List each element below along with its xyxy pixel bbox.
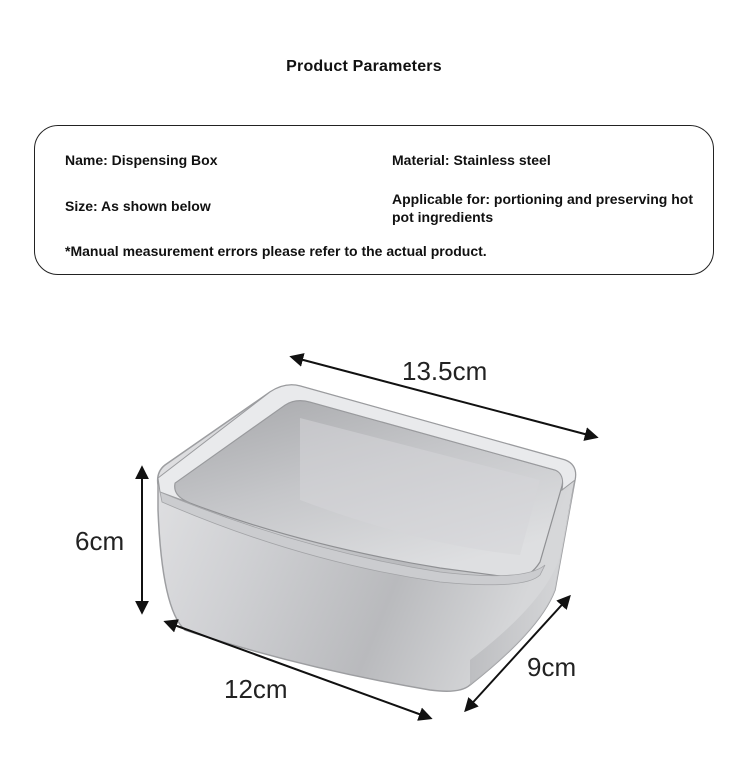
- height-label: 6cm: [75, 526, 125, 556]
- parameters-panel: [34, 125, 714, 275]
- width-label: 12cm: [224, 674, 288, 704]
- depth-label: 9cm: [527, 652, 577, 682]
- length-label: 13.5cm: [402, 356, 488, 386]
- param-applicable: Applicable for: portioning and preserving hot pot ingredients: [392, 191, 694, 225]
- measurement-note: *Manual measurement errors please refer to the actual product.: [65, 243, 487, 259]
- box-body: [158, 385, 576, 691]
- param-name: Name: Dispensing Box: [65, 152, 218, 168]
- product-illustration: [0, 300, 750, 778]
- param-size: Size: As shown below: [65, 198, 211, 214]
- page-title: Product Parameters: [286, 58, 442, 75]
- param-material: Material: Stainless steel: [392, 152, 551, 168]
